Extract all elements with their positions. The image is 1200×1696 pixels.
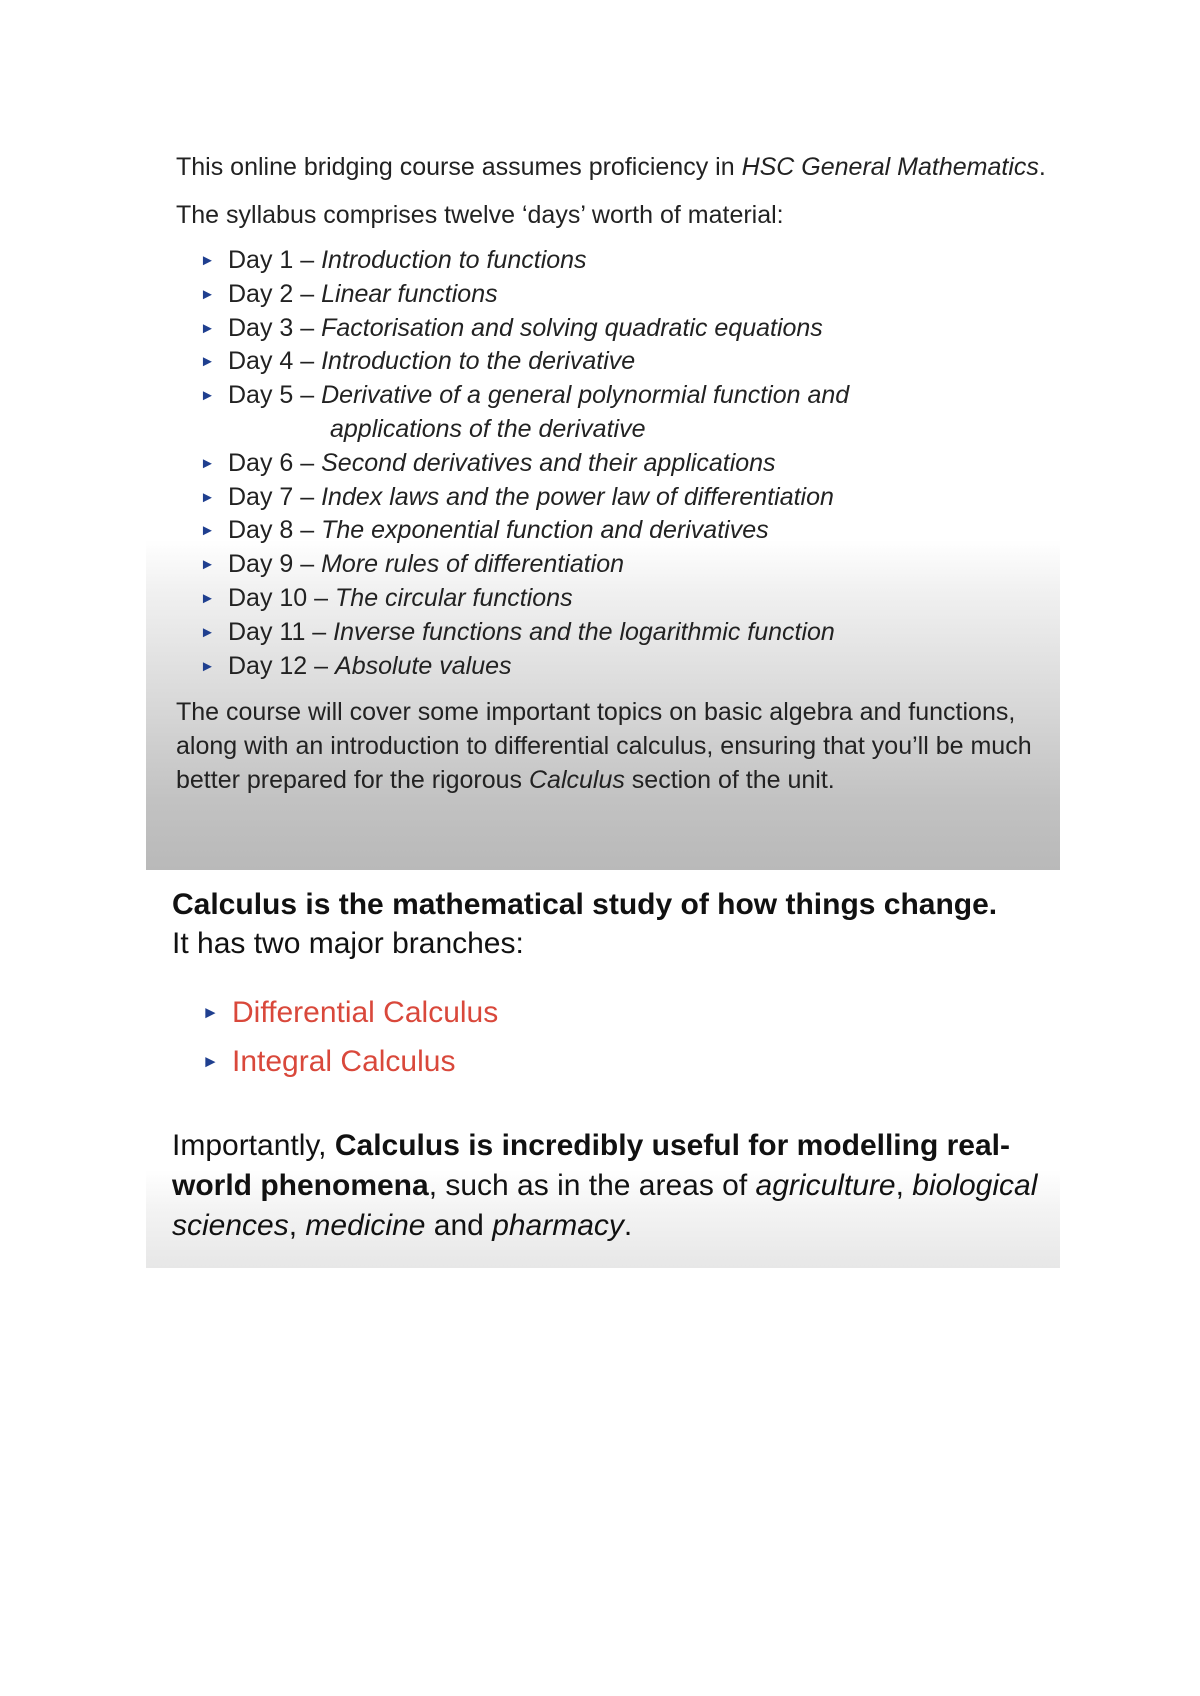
calculus-intro-slide	[146, 870, 1060, 1268]
day-title: Introduction to the derivative	[321, 347, 636, 376]
course-summary	[176, 695, 1056, 797]
area-medicine: medicine	[305, 1209, 426, 1242]
calculus-importance	[172, 1126, 1052, 1246]
triangle-bullet-icon: ►	[200, 454, 215, 472]
day-title: The exponential function and derivatives	[321, 516, 769, 545]
day-label: Day 11 –	[228, 617, 334, 646]
triangle-bullet-icon: ►	[200, 252, 215, 269]
summary-suffix: section of the unit.	[624, 766, 835, 795]
syllabus-item-day-3	[176, 312, 1056, 346]
syllabus-slide	[146, 120, 1060, 870]
separator: ,	[288, 1209, 306, 1242]
day-label: Day 12 –	[228, 651, 336, 680]
day-label: Day 8 –	[228, 516, 322, 545]
triangle-bullet-icon: ►	[200, 657, 215, 675]
syllabus-item-day-7	[176, 481, 1056, 515]
syllabus-item-day-5	[176, 379, 1056, 447]
day-title: The circular functions	[335, 583, 573, 612]
syllabus-item-day-11	[176, 616, 1056, 650]
syllabus-item-day-10	[176, 582, 1056, 616]
triangle-bullet-icon: ►	[200, 522, 215, 540]
branches-list	[172, 988, 1052, 1086]
day-label: Day 10 –	[228, 583, 336, 612]
intro-period: .	[1038, 153, 1046, 181]
triangle-bullet-icon: ►	[200, 589, 215, 607]
syllabus-item-day-12	[176, 650, 1056, 684]
triangle-bullet-icon: ►	[200, 387, 215, 405]
syllabus-item-day-9	[176, 548, 1056, 582]
day-title: Absolute values	[335, 651, 512, 680]
day-title-continued: applications of the derivative	[330, 414, 646, 443]
summary-emphasis: Calculus	[528, 766, 625, 795]
branches-lead: It has two major branches:	[172, 927, 524, 960]
day-title: Inverse functions and the logarithmic function	[333, 617, 835, 646]
area-biological-sciences: biological sciences	[172, 1169, 1038, 1242]
branch-item-integral	[172, 1037, 1052, 1086]
importance-prefix: Importantly,	[172, 1129, 335, 1162]
triangle-bullet-icon: ►	[200, 319, 215, 337]
separator: ,	[895, 1169, 913, 1202]
branch-label: Differential Calculus	[232, 996, 499, 1029]
triangle-bullet-icon: ►	[200, 285, 215, 303]
day-title: More rules of differentiation	[321, 550, 625, 579]
importance-period: .	[623, 1209, 633, 1242]
syllabus-list	[176, 244, 1056, 683]
syllabus-item-day-4	[176, 345, 1056, 379]
importance-mid: , such as in the areas of	[428, 1169, 756, 1202]
intro-course-name: HSC General Mathematics	[741, 153, 1039, 181]
day-title: Factorisation and solving quadratic equations	[321, 313, 823, 342]
branch-label: Integral Calculus	[232, 1045, 456, 1078]
area-pharmacy: pharmacy	[492, 1209, 624, 1242]
course-intro	[176, 150, 1056, 184]
syllabus-item-day-1	[176, 244, 1056, 278]
day-label: Day 4 –	[228, 347, 322, 376]
day-title: Linear functions	[321, 279, 498, 308]
day-label: Day 2 –	[228, 279, 322, 308]
triangle-bullet-icon: ►	[200, 623, 215, 641]
branch-item-differential	[172, 988, 1052, 1037]
day-label: Day 6 –	[228, 448, 322, 477]
day-label: Day 7 –	[228, 482, 322, 511]
day-label: Day 5 –	[228, 381, 322, 410]
syllabus-lead: The syllabus comprises twelve ‘days’ worth of material:	[176, 201, 784, 229]
triangle-bullet-icon: ►	[200, 353, 215, 371]
day-label: Day 9 –	[228, 550, 322, 579]
day-label: Day 1 –	[228, 246, 322, 274]
conjunction: and	[425, 1209, 493, 1242]
day-title: Second derivatives and their applications	[321, 448, 776, 477]
triangle-bullet-icon: ►	[200, 488, 215, 506]
syllabus-item-day-6	[176, 447, 1056, 481]
calculus-definition-heading: Calculus is the mathematical study of how things change.	[172, 888, 998, 921]
triangle-bullet-icon: ►	[200, 556, 215, 574]
day-title: Index laws and the power law of differentiation	[321, 482, 834, 511]
intro-text: This online bridging course assumes proficiency in	[176, 153, 742, 181]
syllabus-item-day-8	[176, 514, 1056, 548]
area-agriculture: agriculture	[755, 1169, 896, 1202]
triangle-bullet-icon: ►	[202, 1052, 219, 1071]
triangle-bullet-icon: ►	[202, 1003, 219, 1022]
day-title: Derivative of a general polynormial function and	[321, 381, 850, 410]
day-title: Introduction to functions	[321, 246, 587, 274]
syllabus-item-day-2	[176, 278, 1056, 312]
summary-text: The course will cover some important topics on basic algebra and functions, along with an introduction to differential calculus, ensuring that you’ll be much better prepared for the rigorous	[176, 698, 1032, 795]
importance-bold: Calculus is incredibly useful for modelling real-world phenomena	[172, 1129, 1010, 1202]
day-label: Day 3 –	[228, 313, 322, 342]
